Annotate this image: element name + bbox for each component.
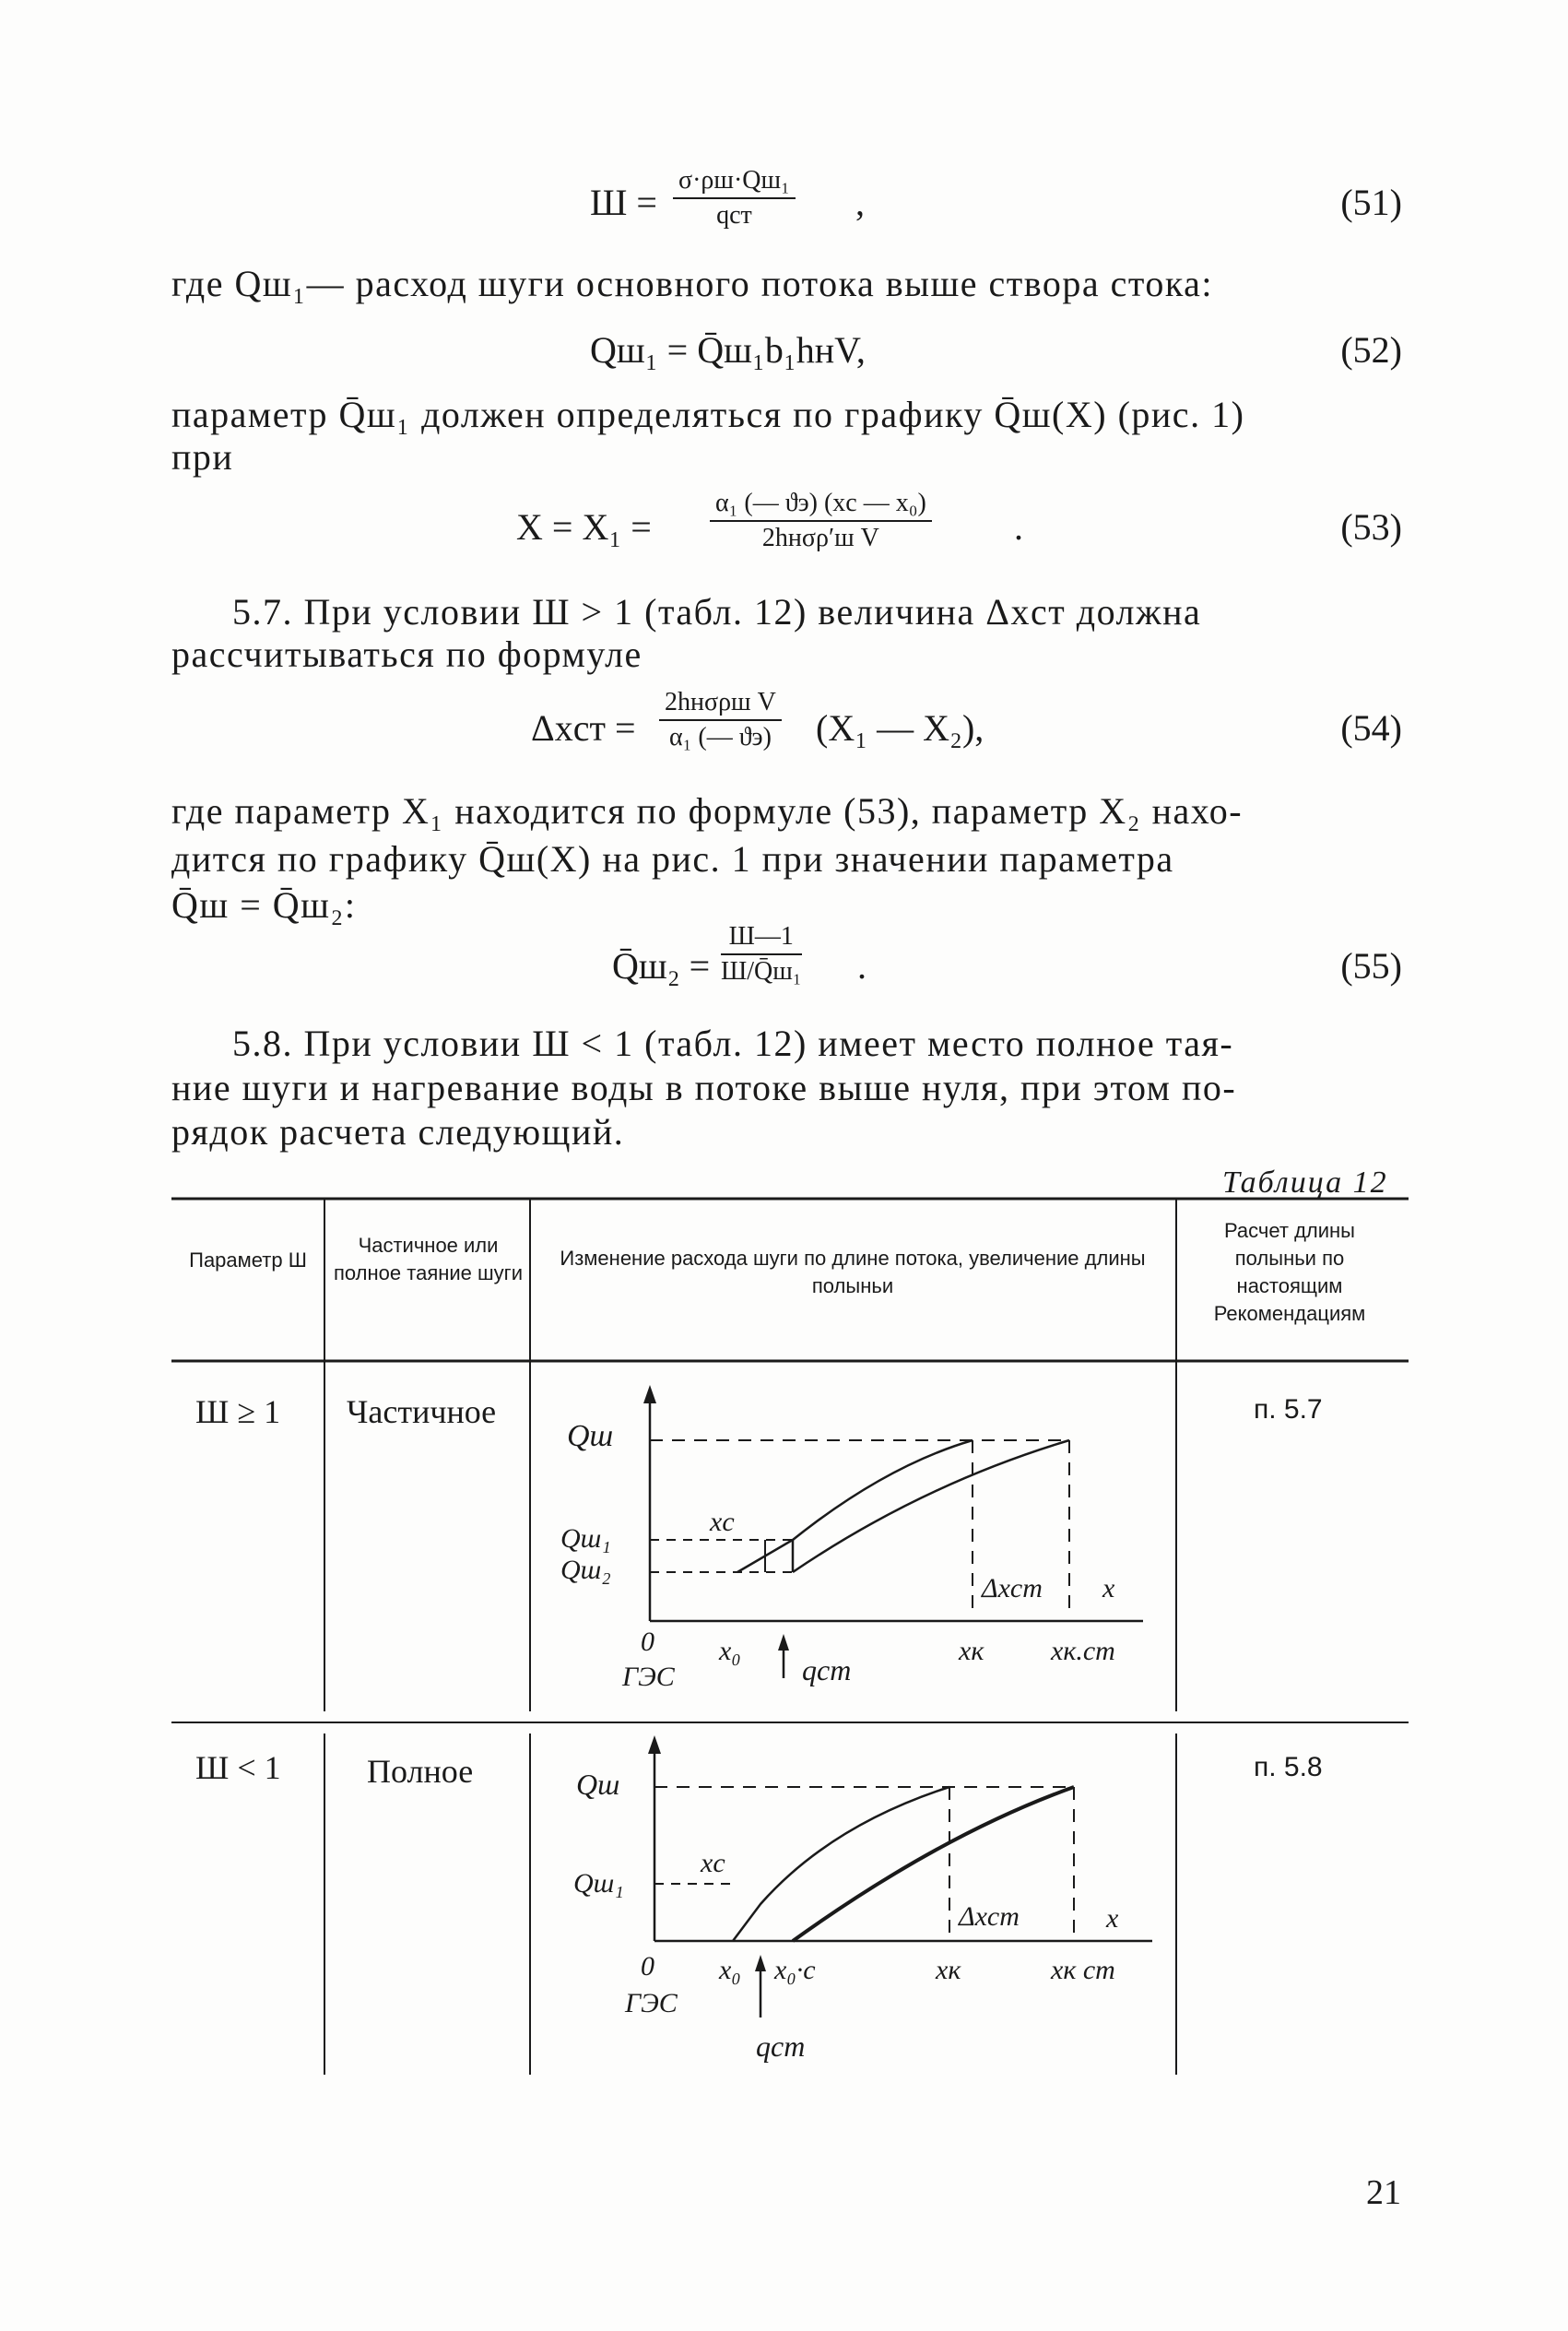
header-melt: Частичное или полное таяние шуги (334, 1234, 523, 1284)
graph1-label-x0: x₀ (719, 1636, 741, 1666)
graph1-label-qsh2: Qш₂ (560, 1555, 611, 1585)
eq51-number: (51) (1340, 182, 1402, 223)
graph1-label-xc: xс (710, 1507, 735, 1537)
paragraph-3-line-1: 5.7. При условии Ш > 1 (табл. 12) величина Δxст должна (232, 591, 1202, 633)
graph1-label-ges: ГЭС (622, 1662, 675, 1692)
graph1-label-origin: 0 (641, 1627, 654, 1657)
graph1-y-arrow (643, 1385, 656, 1403)
graph1-label-xk: xк (959, 1636, 984, 1666)
graph-partial-melting (553, 1383, 1161, 1697)
eq54-tail: (X₁ — X₂), (816, 707, 984, 749)
graph2-label-origin: 0 (641, 1951, 654, 1982)
graph2-label-qsh1: Qш₁ (573, 1868, 624, 1899)
header-calc: Расчет длины полыньи по настоящим Рекомендациям (1213, 1219, 1366, 1325)
graph2-y-arrow (648, 1735, 661, 1754)
graph1-label-dxst: Δxст (982, 1573, 1043, 1603)
graph1-label-qst: qст (802, 1653, 852, 1686)
graph2-curve-upper (733, 1787, 949, 1941)
graph1-label-x: x (1102, 1573, 1115, 1603)
row2-ref: п. 5.8 (1254, 1752, 1323, 1782)
paragraph-4-line-1: где параметр X₁ находится по формуле (53), параметр X₂ нахо- (171, 790, 1244, 832)
eq55-tail: . (857, 945, 867, 987)
eq55-denominator: Ш/Q̄ш₁ (721, 957, 802, 986)
graph1-curve-lower (793, 1440, 1069, 1572)
graph2-label-x0c: x₀·с (774, 1955, 816, 1985)
graph2-label-xkst: xк ст (1051, 1955, 1115, 1985)
eq52-number: (52) (1340, 329, 1402, 371)
row1-ref: п. 5.7 (1254, 1394, 1323, 1425)
graph1-label-qsh1: Qш₁ (560, 1523, 611, 1554)
eq55-numerator: Ш—1 (721, 922, 802, 955)
header-change: Изменение расхода шуги по длине потока, увеличение длины полыньи (560, 1247, 1146, 1297)
graph2-label-xk: xк (936, 1955, 961, 1985)
page-number: 21 (1366, 2173, 1401, 2212)
eq51-numerator: σ·ρш·Qш₁ (673, 166, 796, 199)
eq53-numerator: α₁ (— ϑэ) (xс — x₀) (710, 489, 932, 522)
graph1-curve-upper (737, 1440, 973, 1572)
eq53-number: (53) (1340, 506, 1402, 548)
graph2-label-x0: x₀ (719, 1955, 741, 1985)
graph1-label-qsh: Qш (567, 1419, 614, 1453)
graph-full-melting (553, 1733, 1161, 2075)
eq53-lhs: X = X₁ = (516, 506, 652, 548)
eq55-lhs: Q̄ш₂ = (612, 945, 711, 987)
eq51-tail: , (855, 182, 865, 223)
eq52: Qш₁ = Q̄ш₁b₁hнV, (590, 329, 866, 371)
eq51-denominator: qст (716, 201, 752, 230)
eq55-number: (55) (1340, 945, 1402, 987)
eq53-tail: . (1014, 506, 1023, 548)
row1-melt: Частичное (347, 1393, 497, 1430)
paragraph-4-line-2: дится по графику Q̄ш(X) на рис. 1 при значении параметра (171, 838, 1174, 880)
paragraph-3-line-2: рассчитываться по формуле (171, 633, 643, 675)
graph2-label-dxst: Δxст (959, 1901, 1020, 1932)
row1-param: Ш ≥ 1 (195, 1393, 281, 1430)
graph2-label-ges: ГЭС (625, 1988, 678, 2018)
paragraph-4-line-3: Q̄ш = Q̄ш₂: (171, 884, 357, 926)
graph2-label-qst: qст (756, 2029, 806, 2063)
graph2-label-x: x (1106, 1903, 1119, 1934)
eq54-denominator: α₁ (— ϑэ) (668, 723, 772, 751)
graph2-label-xc: xс (701, 1848, 725, 1878)
paragraph-5-line-3: рядок расчета следующий. (171, 1111, 625, 1153)
row2-param: Ш < 1 (195, 1749, 281, 1786)
paragraph-2-line-2: при (171, 436, 234, 478)
paragraph-2-line-1: параметр Q̄ш₁ должен определяться по графику Q̄ш(X) (рис. 1) (171, 394, 1245, 435)
graph2-curve-lower (793, 1787, 1074, 1941)
paragraph-5-line-2: ние шуги и нагревание воды в потоке выше нуля, при этом по- (171, 1067, 1237, 1108)
table-caption: Таблица 12 (1222, 1166, 1388, 1200)
eq54-numerator: 2hнσρш V (659, 688, 782, 721)
paragraph-5-line-1: 5.8. При условии Ш < 1 (табл. 12) имеет место полное тая- (232, 1023, 1234, 1064)
header-param: Параметр Ш (189, 1248, 307, 1272)
row2-melt: Полное (367, 1753, 474, 1790)
graph1-label-xkst: xк.ст (1051, 1636, 1115, 1666)
eq54-number: (54) (1340, 707, 1402, 749)
eq51-lhs: Ш = (590, 182, 657, 223)
eq54-lhs: Δxст = (531, 707, 636, 749)
eq53-denominator: 2hнσρ′ш V (761, 524, 879, 552)
graph2-label-qsh: Qш (576, 1768, 620, 1801)
paragraph-1: где Qш₁— расход шуги основного потока выше створа стока: (171, 263, 1214, 304)
